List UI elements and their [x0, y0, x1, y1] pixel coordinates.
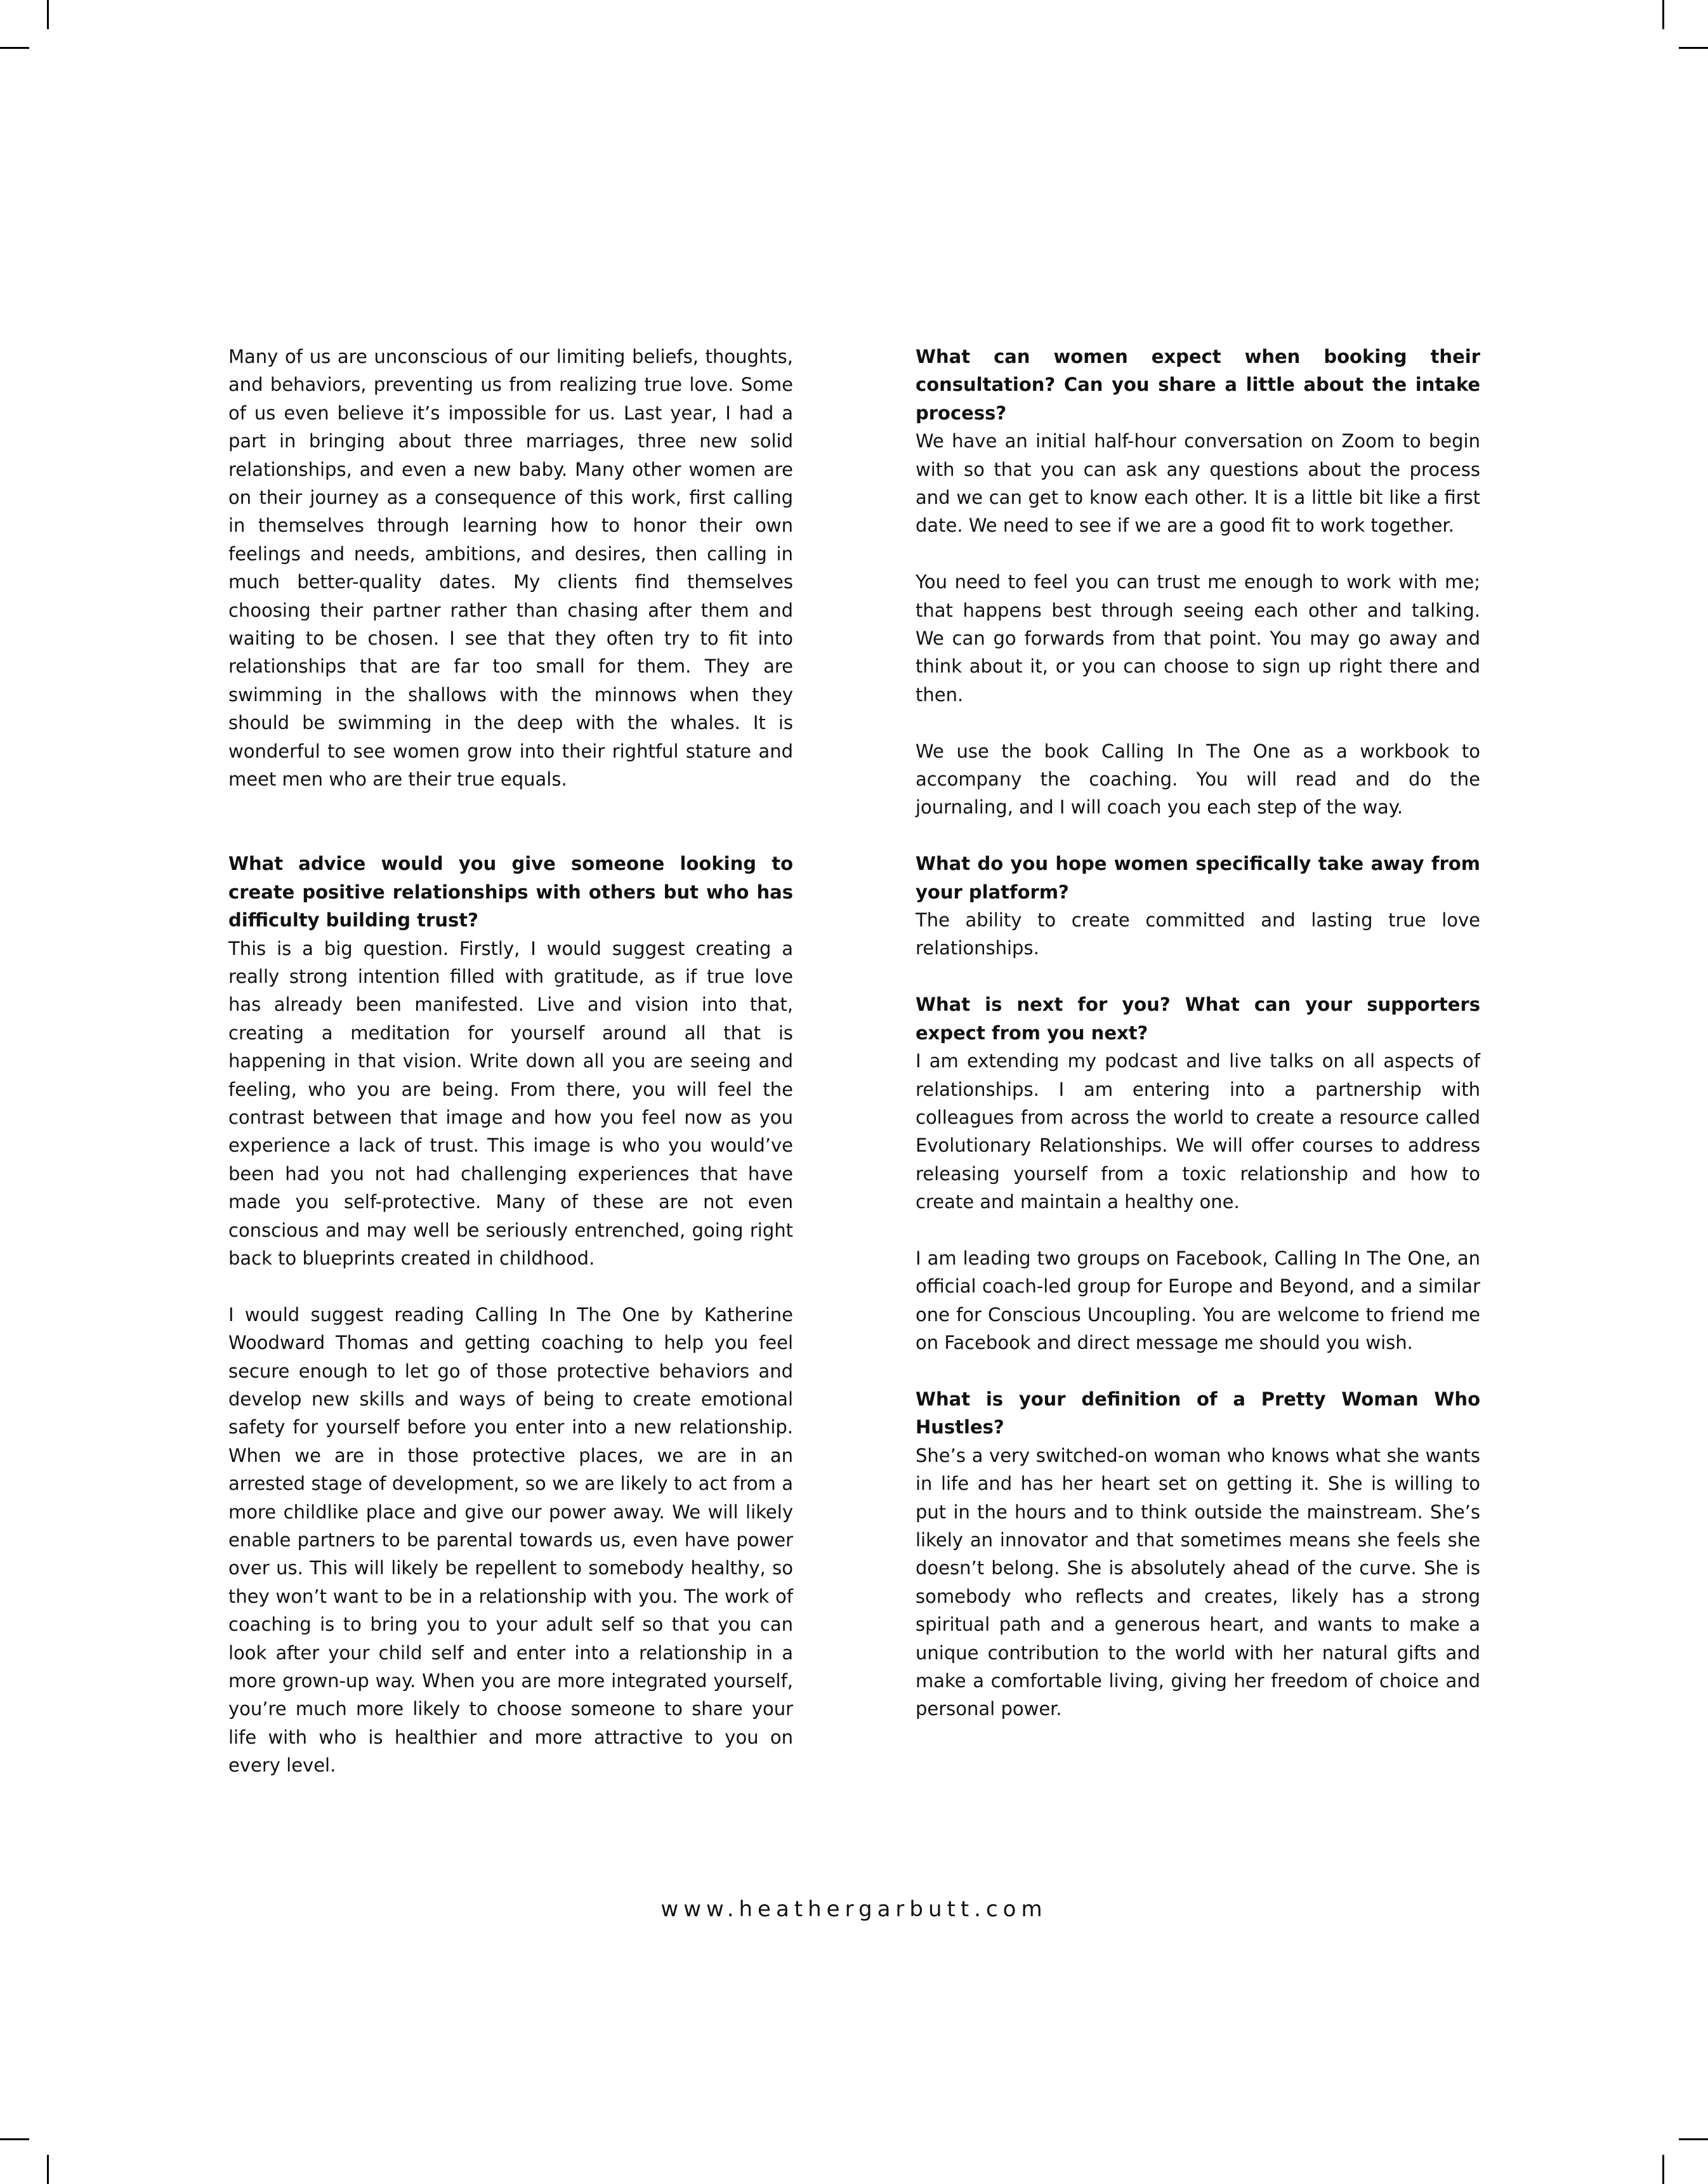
answer-next-groups: I am leading two groups on Facebook, Calling In The One, an official coach-led group for Europe and Beyond, and a similar one for Conscious Uncoupling. You are welcome to friend me on Facebook and direct message me should you wish. — [916, 1247, 1480, 1354]
answer-takeaway: The ability to create committed and lasting true love relationships. — [916, 909, 1480, 959]
answer-consultation: We have an initial half-hour conversation on Zoom to begin with so that you can ask any questions about the process and we can get to know each other. It is a little bit like a first date. We need to see if we are a good fit to work together. — [916, 430, 1480, 537]
crop-mark-bottom-right-h — [1679, 2138, 1708, 2140]
footer-website-url: www.heathergarbutt.com — [660, 1897, 1048, 1922]
crop-mark-bottom-left-h — [0, 2138, 29, 2140]
crop-mark-top-left-h — [0, 47, 29, 49]
spacer — [916, 709, 1480, 737]
spacer — [916, 1216, 1480, 1244]
crop-mark-top-left — [47, 0, 49, 29]
question-trust: What advice would you give someone looking to create positive relationships with others but who has difficulty building trust? — [228, 853, 793, 931]
question-takeaway: What do you hope women specifically take away from your platform? — [916, 853, 1480, 903]
crop-mark-bottom-left — [47, 2155, 49, 2184]
spacer — [228, 1272, 793, 1300]
intro-paragraph: Many of us are unconscious of our limiting beliefs, thoughts, and behaviors, preventing us from realizing true love. Some of us even believe it’s impossible for us. Last year, I had a part in bringing about three marriages, three new solid relationships, and even a new baby. Many other women are on their journey as a consequence of this work, first calling in themselves through learning how to honor their own feelings and needs, ambitions, and desires, then calling in much better-quality dates. My clients find themselves choosing their partner rather than chasing after them and waiting to be chosen. I see that they often try to fit into relationships that are far too small for them. They are swimming in the shallows with the minnows when they should be swimming in the deep with the whales. It is wonderful to see women grow into their rightful stature and meet men who are their true equals. — [228, 346, 793, 791]
spacer — [228, 794, 793, 850]
crop-mark-bottom-right — [1662, 2155, 1664, 2184]
left-column — [228, 343, 793, 1780]
crop-mark-top-right-h — [1679, 47, 1708, 49]
spacer — [916, 822, 1480, 850]
crop-mark-top-right — [1662, 0, 1664, 29]
answer-definition: She’s a very switched-on woman who knows what she wants in life and has her heart set on getting it. She is willing to put in the hours and to think outside the mainstream. She’s likely an innovator and that sometimes means she feels she doesn’t belong. She is absolutely ahead of the curve. She is somebody who reflects and creates, likely has a strong spiritual path and a generous heart, and wants to make a unique contribution to the world with her natural gifts and make a comfortable living, giving her freedom of choice and personal power. — [916, 1444, 1480, 1720]
question-next: What is next for you? What can your supporters expect from you next? — [916, 994, 1480, 1044]
answer-next: I am extending my podcast and live talks on all aspects of relationships. I am entering into a partnership with colleagues from across the world to create a resource called Evolutionary Relationships. We will offer courses to address releasing yourself from a toxic relationship and how to create and maintain a healthy one. — [916, 1050, 1480, 1213]
answer-consultation-trust: You need to feel you can trust me enough to work with me; that happens best through seeing each other and talking. We can go forwards from that point. You may go away and think about it, or you can choose to sign up right there and then. — [916, 571, 1480, 706]
question-definition: What is your definition of a Pretty Woman Who Hustles? — [916, 1388, 1480, 1438]
spacer — [916, 963, 1480, 990]
answer-consultation-workbook: We use the book Calling In The One as a workbook to accompany the coaching. You will read and do the journaling, and I will coach you each step of the way. — [916, 740, 1480, 819]
spacer — [916, 1357, 1480, 1385]
question-consultation: What can women expect when booking their consultation? Can you share a little about the intake process? — [916, 346, 1480, 424]
right-column — [916, 343, 1480, 1723]
answer-trust: This is a big question. Firstly, I would suggest creating a really strong intention filled with gratitude, as if true love has already been manifested. Live and vision into that, creating a meditation for yourself around all that is happening in that vision. Write down all you are seeing and feeling, who you are being. From there, you will feel the contrast between that image and how you feel now as you experience a lack of trust. This image is who you would’ve been had you not had challenging experiences that have made you self-protective. Many of these are not even conscious and may well be seriously entrenched, going right back to blueprints created in childhood. — [228, 937, 793, 1269]
answer-trust-continued: I would suggest reading Calling In The One by Katherine Woodward Thomas and getting coaching to help you feel secure enough to let go of those protective behaviors and develop new skills and ways of being to create emotional safety for yourself before you enter into a new relationship. When we are in those protective places, we are in an arrested stage of development, so we are likely to act from a more childlike place and give our power away. We will likely enable partners to be parental towards us, even have power over us. This will likely be repellent to somebody healthy, so they won’t want to be in a relationship with you. The work of coaching is to bring you to your adult self so that you can look after your child self and enter into a relationship in a more grown-up way. When you are more integrated yourself, you’re much more likely to choose someone to share your life with who is healthier and more attractive to you on every level. — [228, 1303, 793, 1777]
spacer — [916, 540, 1480, 568]
